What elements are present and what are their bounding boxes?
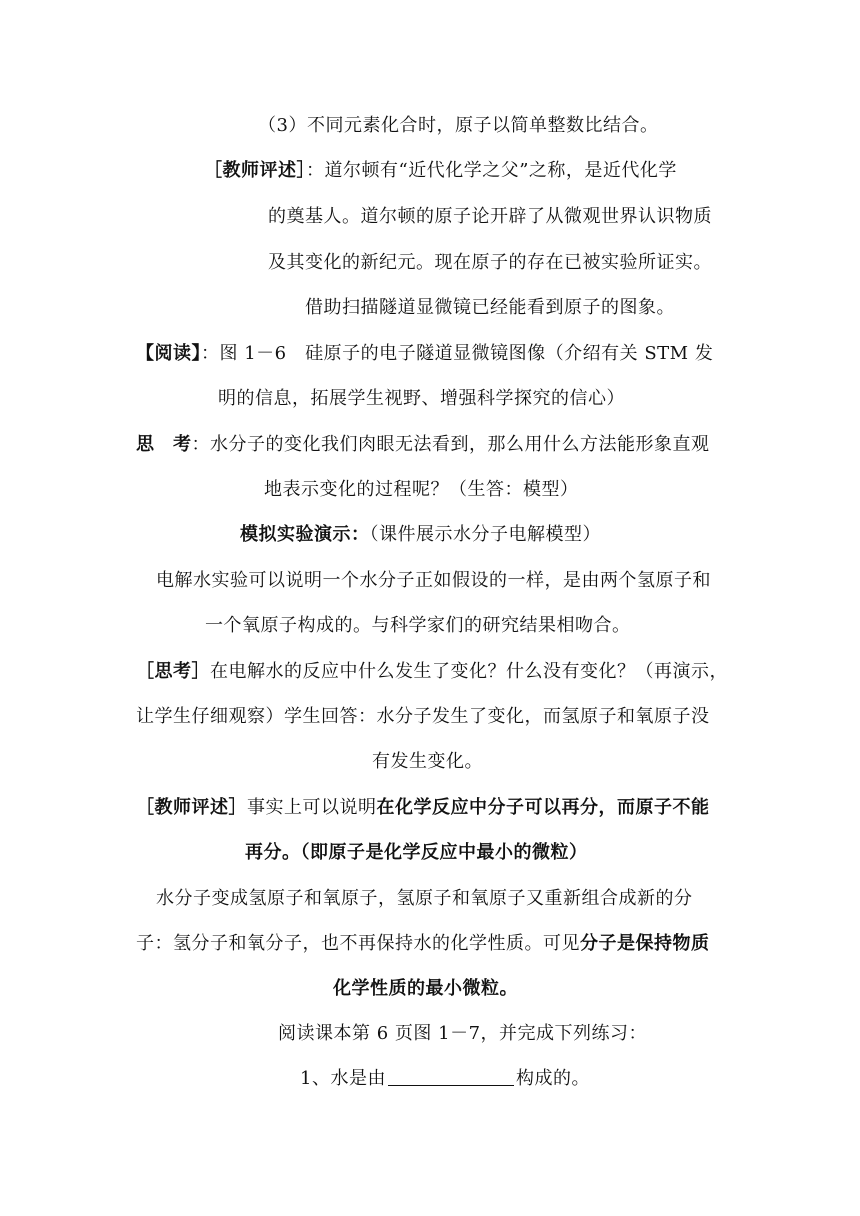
line-text: 构成的。 [515, 1068, 590, 1089]
line-text: 地表示变化的过程呢？（生答：模型） [264, 479, 579, 500]
key-concept: 在化学反应中分子可以再分，而原子不能 [376, 797, 710, 818]
paragraph-line [218, 387, 625, 411]
paragraph-line [205, 614, 631, 638]
paragraph-line [156, 569, 711, 593]
exercise-line [300, 1067, 590, 1091]
section-label: ［思考］ [136, 661, 210, 682]
section-label: ［教师评述］ [204, 160, 306, 181]
paragraph-line [136, 796, 710, 820]
paragraph-line [245, 841, 588, 865]
key-concept: 化学性质的最小微粒。 [333, 978, 518, 999]
key-concept: 分子是保持物质 [580, 933, 710, 954]
line-text: 1、水是由 [300, 1068, 386, 1089]
paragraph-line [156, 887, 693, 911]
paragraph-line [372, 750, 483, 774]
line-text: 阅读课本第 6 页图 1－7，并完成下列练习： [278, 1023, 648, 1044]
line-text: 让学生仔细观察）学生回答：水分子发生了变化，而氢原子和氧原子没 [136, 706, 710, 727]
paragraph-line [258, 114, 658, 138]
line-text: 电解水实验可以说明一个水分子正如假设的一样，是由两个氢原子和 [156, 570, 711, 591]
line-text: 水分子变成氢原子和氧原子，氢原子和氧原子又重新组合成新的分 [156, 888, 693, 909]
paragraph-line [268, 251, 712, 275]
section-label: 思 考 [136, 434, 192, 455]
paragraph-line [278, 1022, 647, 1046]
line-text: ：图 1－6 硅原子的电子隧道显微镜图像（介绍有关 STM 发 [201, 343, 714, 364]
fill-in-blank[interactable] [388, 1067, 514, 1086]
line-text: 一个氧原子构成的。与科学家们的研究结果相吻合。 [205, 615, 631, 636]
section-label: 模拟实验演示： [240, 524, 370, 545]
line-text: 事实上可以说明 [247, 797, 377, 818]
line-text: 及其变化的新纪元。现在原子的存在已被实验所证实。 [268, 252, 712, 273]
line-text: ：水分子的变化我们肉眼无法看到，那么用什么方法能形象直观 [191, 434, 710, 455]
paragraph-line [136, 932, 710, 956]
paragraph-line [305, 296, 675, 320]
section-label: 【阅读】 [136, 343, 201, 364]
paragraph-line [333, 977, 518, 1001]
paragraph-line [136, 342, 713, 366]
paragraph-line [264, 478, 579, 502]
paragraph-line [136, 705, 710, 729]
line-text: 明的信息，拓展学生视野、增强科学探究的信心） [218, 388, 625, 409]
key-concept: 再分。（即原子是化学反应中最小的微粒） [245, 842, 588, 863]
paragraph-line [268, 205, 712, 229]
line-text: （课件展示水分子电解模型） [369, 524, 601, 545]
line-text: （3）不同元素化合时，原子以简单整数比结合。 [258, 115, 659, 136]
paragraph-line [136, 433, 710, 457]
paragraph-line [136, 660, 728, 684]
paragraph-line [204, 159, 677, 183]
line-text: 借助扫描隧道显微镜已经能看到原子的图象。 [305, 297, 675, 318]
line-text: 子：氢分子和氧分子，也不再保持水的化学性质。可见 [136, 933, 580, 954]
line-text: ：道尔顿有“近代化学之父”之称，是近代化学 [306, 160, 677, 181]
line-text: 的奠基人。道尔顿的原子论开辟了从微观世界认识物质 [268, 206, 712, 227]
paragraph-line [240, 523, 601, 547]
section-label: ［教师评述］ [136, 797, 247, 818]
line-text: 有发生变化。 [372, 751, 483, 772]
line-text: 在电解水的反应中什么发生了变化？什么没有变化？（再演示， [210, 661, 728, 682]
